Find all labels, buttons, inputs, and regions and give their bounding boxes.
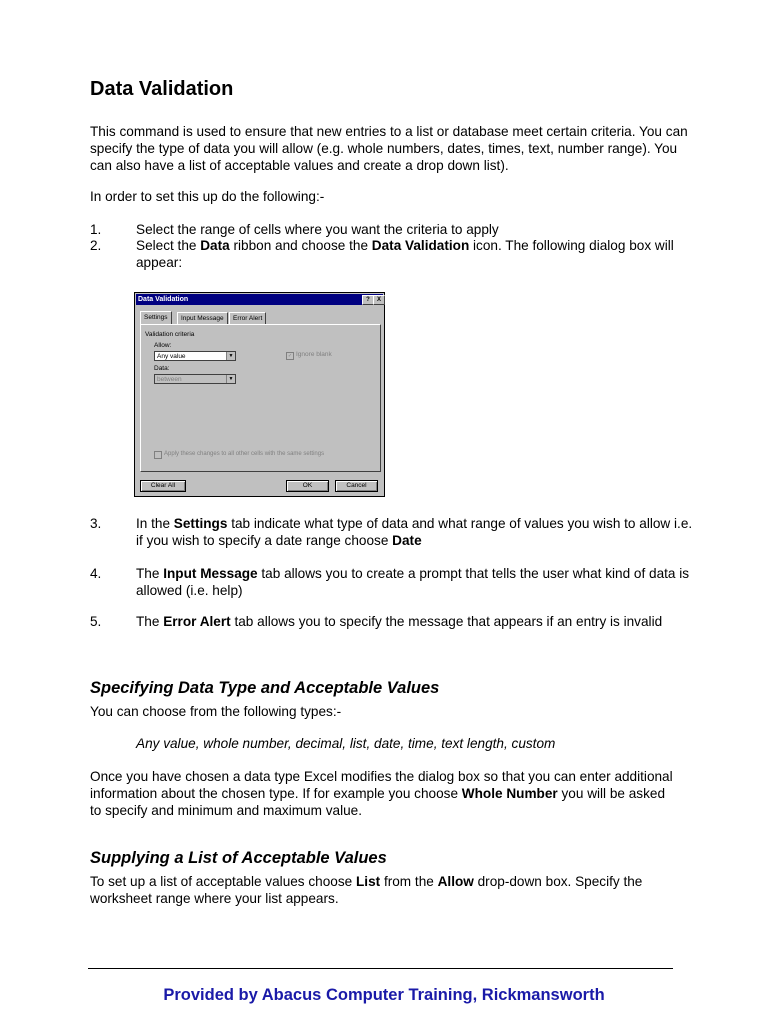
chevron-down-icon: ▼ (226, 375, 235, 383)
step-5-text: The Error Alert tab allows you to specify the message that appears if an entry is invalid (136, 614, 663, 629)
step-4-number: 4. (90, 566, 102, 581)
ignore-blank-label: Ignore blank (296, 351, 332, 358)
chevron-down-icon: ▼ (226, 352, 235, 360)
data-validation-dialog (134, 292, 385, 497)
step-1-number: 1. (90, 222, 102, 237)
tab-input-message[interactable]: Input Message (177, 312, 228, 324)
types-list: Any value, whole number, decimal, list, date, time, text length, custom (136, 736, 556, 751)
step-5-number: 5. (90, 614, 102, 629)
step-4-text: The Input Message tab allows you to create a prompt that tells the user what kind of data is allowed (i.e. help) (136, 566, 690, 598)
step-1-text: Select the range of cells where you want the criteria to apply (136, 222, 499, 237)
tab-settings[interactable]: Settings (140, 311, 172, 324)
footer-divider (88, 968, 673, 969)
allow-select[interactable] (154, 351, 236, 361)
data-select[interactable] (154, 374, 236, 384)
clear-all-button[interactable]: Clear All (140, 480, 186, 492)
data-type-paragraph: Once you have chosen a data type Excel modifies the dialog box so that you can enter additional information about the chosen type. If for example you choose Whole Number you will be asked to specify and minimum and maximum value. (90, 769, 673, 818)
step-2-text: Select the Data ribbon and choose the Data Validation icon. The following dialog box will appear: (136, 238, 674, 270)
apply-changes-checkbox[interactable] (154, 451, 162, 459)
tab-error-alert[interactable]: Error Alert (229, 312, 266, 324)
data-label: Data: (154, 365, 170, 372)
step-3-number: 3. (90, 516, 102, 531)
cancel-button[interactable]: Cancel (335, 480, 378, 492)
dialog-title: Data Validation (138, 296, 189, 303)
validation-criteria-label: Validation criteria (145, 331, 195, 338)
intro-paragraph: This command is used to ensure that new entries to a list or database meet certain criteria. You can specify the type of data you will allow (e.g. whole numbers, dates, times, text, number range). You can also have a list of acceptable values and create a drop down list). (90, 124, 688, 173)
page-title: Data Validation (90, 78, 234, 100)
close-icon[interactable]: X (373, 295, 385, 305)
dialog-title-bar (136, 294, 383, 305)
settings-panel (140, 324, 381, 472)
help-button[interactable]: ? (362, 295, 374, 305)
allow-label: Allow: (154, 342, 172, 349)
types-lead: You can choose from the following types:- (90, 704, 342, 719)
list-paragraph: To set up a list of acceptable values choose List from the Allow drop-down box. Specify the worksheet range where your list appears. (90, 874, 643, 906)
allow-value: Any value (157, 353, 186, 360)
data-value: between (157, 376, 182, 383)
setup-line: In order to set this up do the following:- (90, 189, 325, 204)
apply-changes-label: Apply these changes to all other cells with the same settings (164, 451, 325, 457)
ok-button[interactable]: OK (286, 480, 329, 492)
section-heading-list: Supplying a List of Acceptable Values (90, 849, 387, 867)
section-heading-data-type: Specifying Data Type and Acceptable Values (90, 679, 440, 697)
ignore-blank-checkbox[interactable]: ✓ (287, 353, 293, 359)
step-2-number: 2. (90, 238, 102, 253)
step-3-text: In the Settings tab indicate what type of data and what range of values you wish to allow i.e. if you wish to specify a date range choose Date (136, 516, 693, 548)
footer-text: Provided by Abacus Computer Training, Rickmansworth (163, 986, 605, 1004)
